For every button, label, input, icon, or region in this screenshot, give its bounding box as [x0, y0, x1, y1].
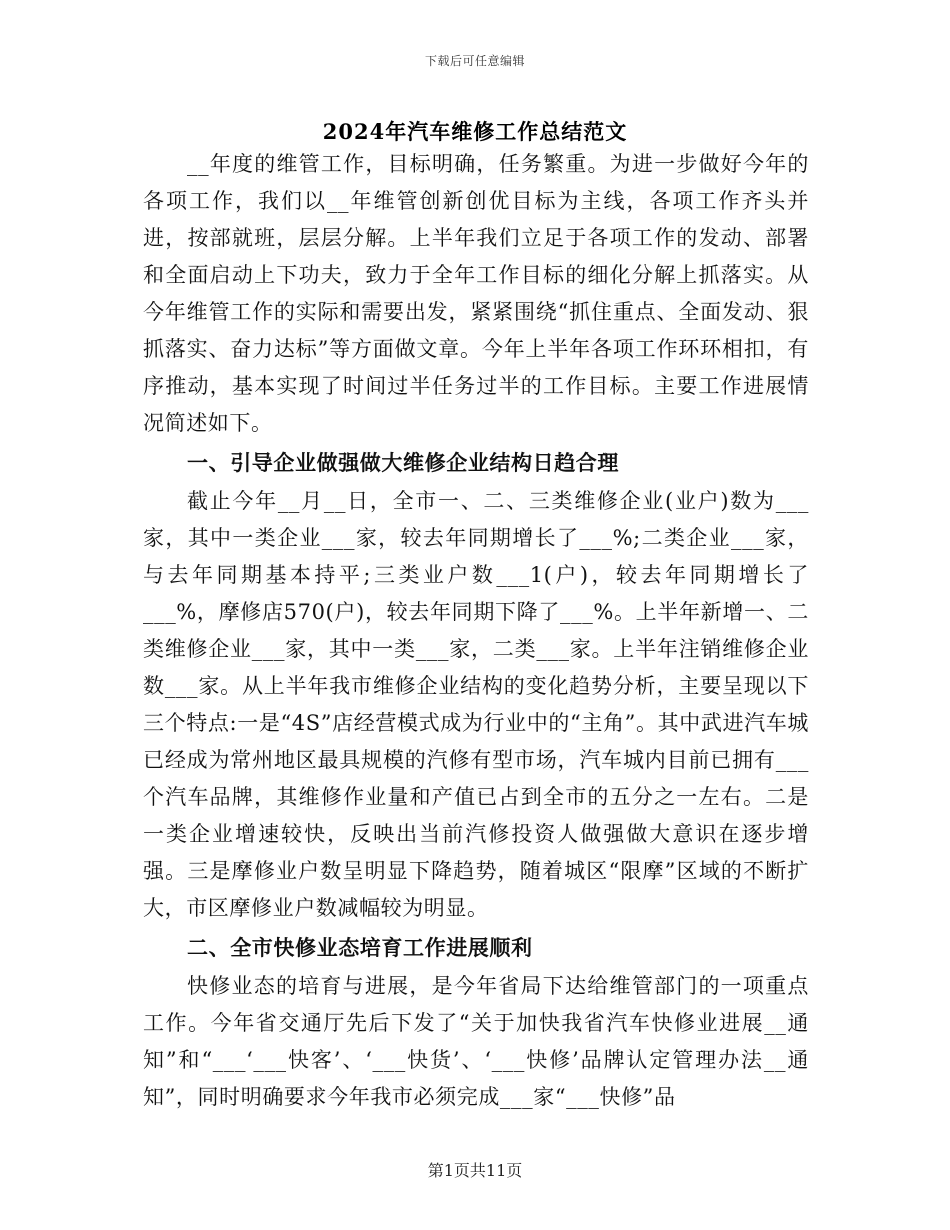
page-header-note: 下载后可任意编辑: [424, 54, 525, 68]
section-2-paragraph: 快修业态的培育与进展，是今年省局下达给维管部门的一项重点工作。今年省交通厅先后下发了“关于加快我省汽车快修业进展__通知”和“___‘___快客’、‘___快货’、‘___快修’品牌认定管理办法__通知”，同时明确要求今年我市必须完成___家“___快修”品: [143, 974, 809, 1109]
intro-paragraph: __年度的维管工作，目标明确，任务繁重。为进一步做好今年的各项工作，我们以__年维管创新创优目标为主线，各项工作齐头并进，按部就班，层层分解。上半年我们立足于各项工作的发动、部署和全面启动上下功夫，致力于全年工作目标的细化分解上抓落实。从今年维管工作的实际和需要出发，紧紧围绕“抓住重点、全面发动、狠抓落实、奋力达标”等方面做文章。今年上半年各项工作环环相扣，有序推动，基本实现了时间过半任务过半的工作目标。主要工作进展情况简述如下。: [143, 152, 809, 435]
document-title: 2024年汽车维修工作总结范文: [322, 119, 628, 144]
document-body: [143, 146, 809, 1116]
section-2-heading: 二、全市快修业态培育工作进展顺利: [187, 935, 533, 960]
section-1-paragraph: 截止今年__月__日，全市一、二、三类维修企业(业户)数为___家，其中一类企业___家，较去年同期增长了___%;二类企业___家，与去年同期基本持平;三类业户数___1(户)，较去年同期增长了___%，摩修店570(户)，较去年同期下降了___%。上半年新增一、二类维修企业___家，其中一类___家，二类___家。上半年注销维修企业数___家。从上半年我市维修企业结构的变化趋势分析，主要呈现以下三个特点:一是“4S”店经营模式成为行业中的“主角”。其中武进汽车城已经成为常州地区最具规模的汽修有型市场，汽车城内目前已拥有___个汽车品牌，其维修作业量和产值已占到全市的五分之一左右。二是一类企业增速较快，反映出当前汽修投资人做强做大意识在逐步增强。三是摩修业户数呈明显下降趋势，随着城区“限摩”区域的不断扩大，市区摩修业户数减幅较为明显。: [143, 489, 809, 920]
section-1-heading: 一、引导企业做强做大维修企业结构日趋合理: [187, 450, 619, 475]
page-number: 第1页共11页: [427, 1161, 523, 1180]
